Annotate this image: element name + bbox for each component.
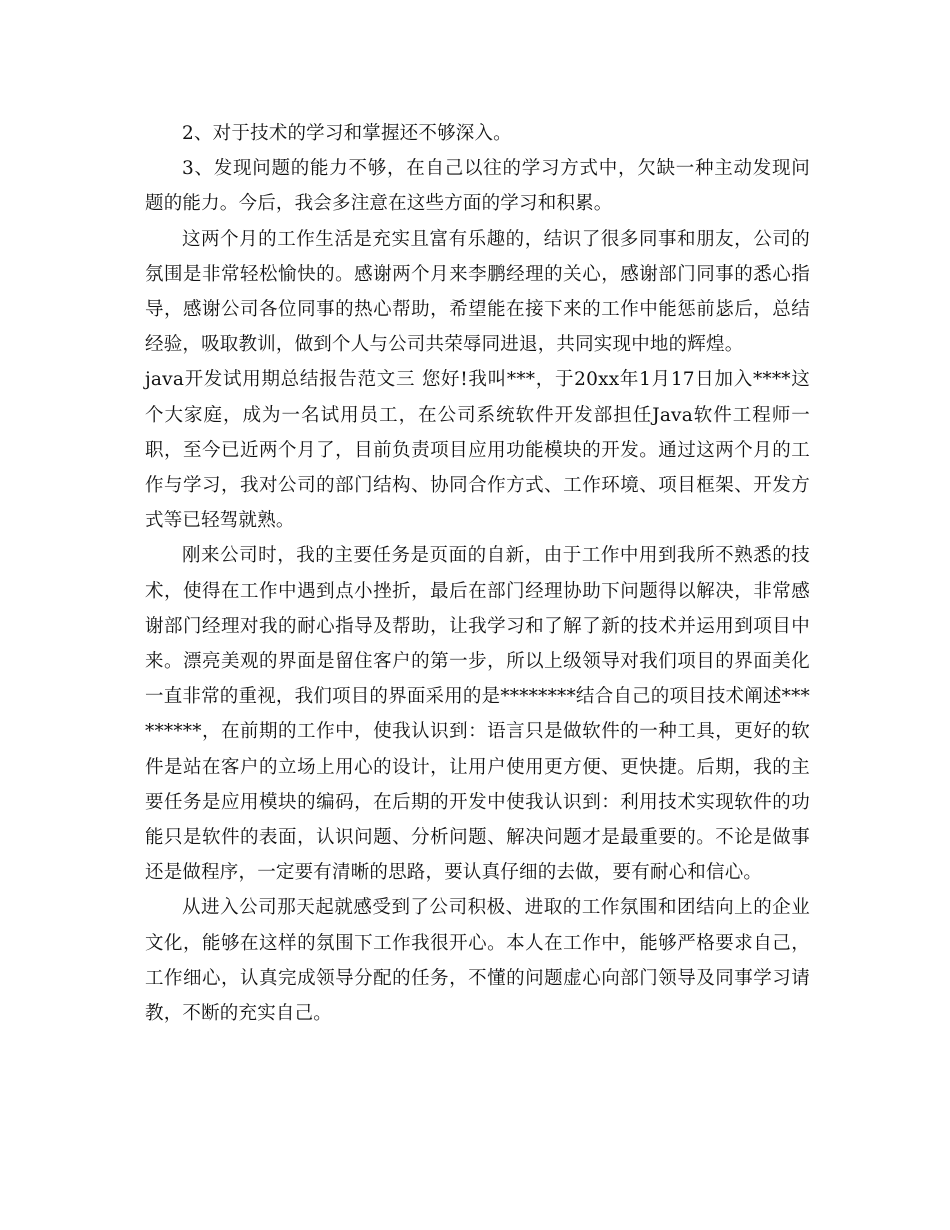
paragraph-early-work: 刚来公司时，我的主要任务是页面的自新，由于工作中用到我所不熟悉的技术，使得在工作中遇到点小挫折，最后在部门经理协助下问题得以解决，非常感谢部门经理对我的耐心指导及帮助，让我学习和了解了新的技术并运用到项目中来。漂亮美观的界面是留住客户的第一步，所以上级领导对我们项目的界面美化一直非常的重视，我们项目的界面采用的是********结合自己的项目技术阐述*********，在前期的工作中，使我认识到：语言只是做软件的一种工具，更好的软件是站在客户的立场上用心的设计，让用户使用更方便、更快捷。后期，我的主要任务是应用模块的编码，在后期的开发中使我认识到：利用技术实现软件的功能只是软件的表面，认识问题、分析问题、解决问题才是最重要的。不论是做事还是做程序，一定要有清晰的思路，要认真仔细的去做，要有耐心和信心。 — [145, 545, 810, 884]
section-heading: java开发试用期总结报告范文三 — [145, 369, 416, 391]
paragraph-company-culture: 从进入公司那天起就感受到了公司积极、进取的工作氛围和团结向上的企业文化，能够在这样的氛围下工作我很开心。本人在工作中，能够严格要求自己，工作细心，认真完成领导分配的任务，不懂的问题虚心向部门领导及同事学习请教，不断的充实自己。 — [145, 897, 810, 1025]
paragraph-report-three-intro — [145, 362, 810, 538]
document-body — [145, 116, 810, 1031]
paragraph-report-three-text: 您好!我叫***，于20xx年1月17日加入****这个大家庭，成为一名试用员工，在公司系统软件开发部担任Java软件工程师一职，至今已近两个月了，目前负责项目应用功能模块的开发。通过这两个月的工作与学习，我对公司的部门结构、协同合作方式、工作环境、项目框架、开发方式等已轻驾就熟。 — [145, 369, 810, 532]
paragraph-point-2: 2、对于技术的学习和掌握还不够深入。 — [182, 123, 512, 144]
paragraph-point-3: 3、发现问题的能力不够，在自己以往的学习方式中，欠缺一种主动发现问题的能力。今后，我会多注意在这些方面的学习和积累。 — [145, 158, 810, 215]
paragraph-two-months-summary: 这两个月的工作生活是充实且富有乐趣的，结识了很多同事和朋友，公司的氛围是非常轻松愉快的。感谢两个月来李鹏经理的关心，感谢部门同事的悉心指导，感谢公司各位同事的热心帮助，希望能在接下来的工作中能惩前毖后，总结经验，吸取教训，做到个人与公司共荣辱同进退，共同实现中地的辉煌。 — [145, 228, 810, 356]
